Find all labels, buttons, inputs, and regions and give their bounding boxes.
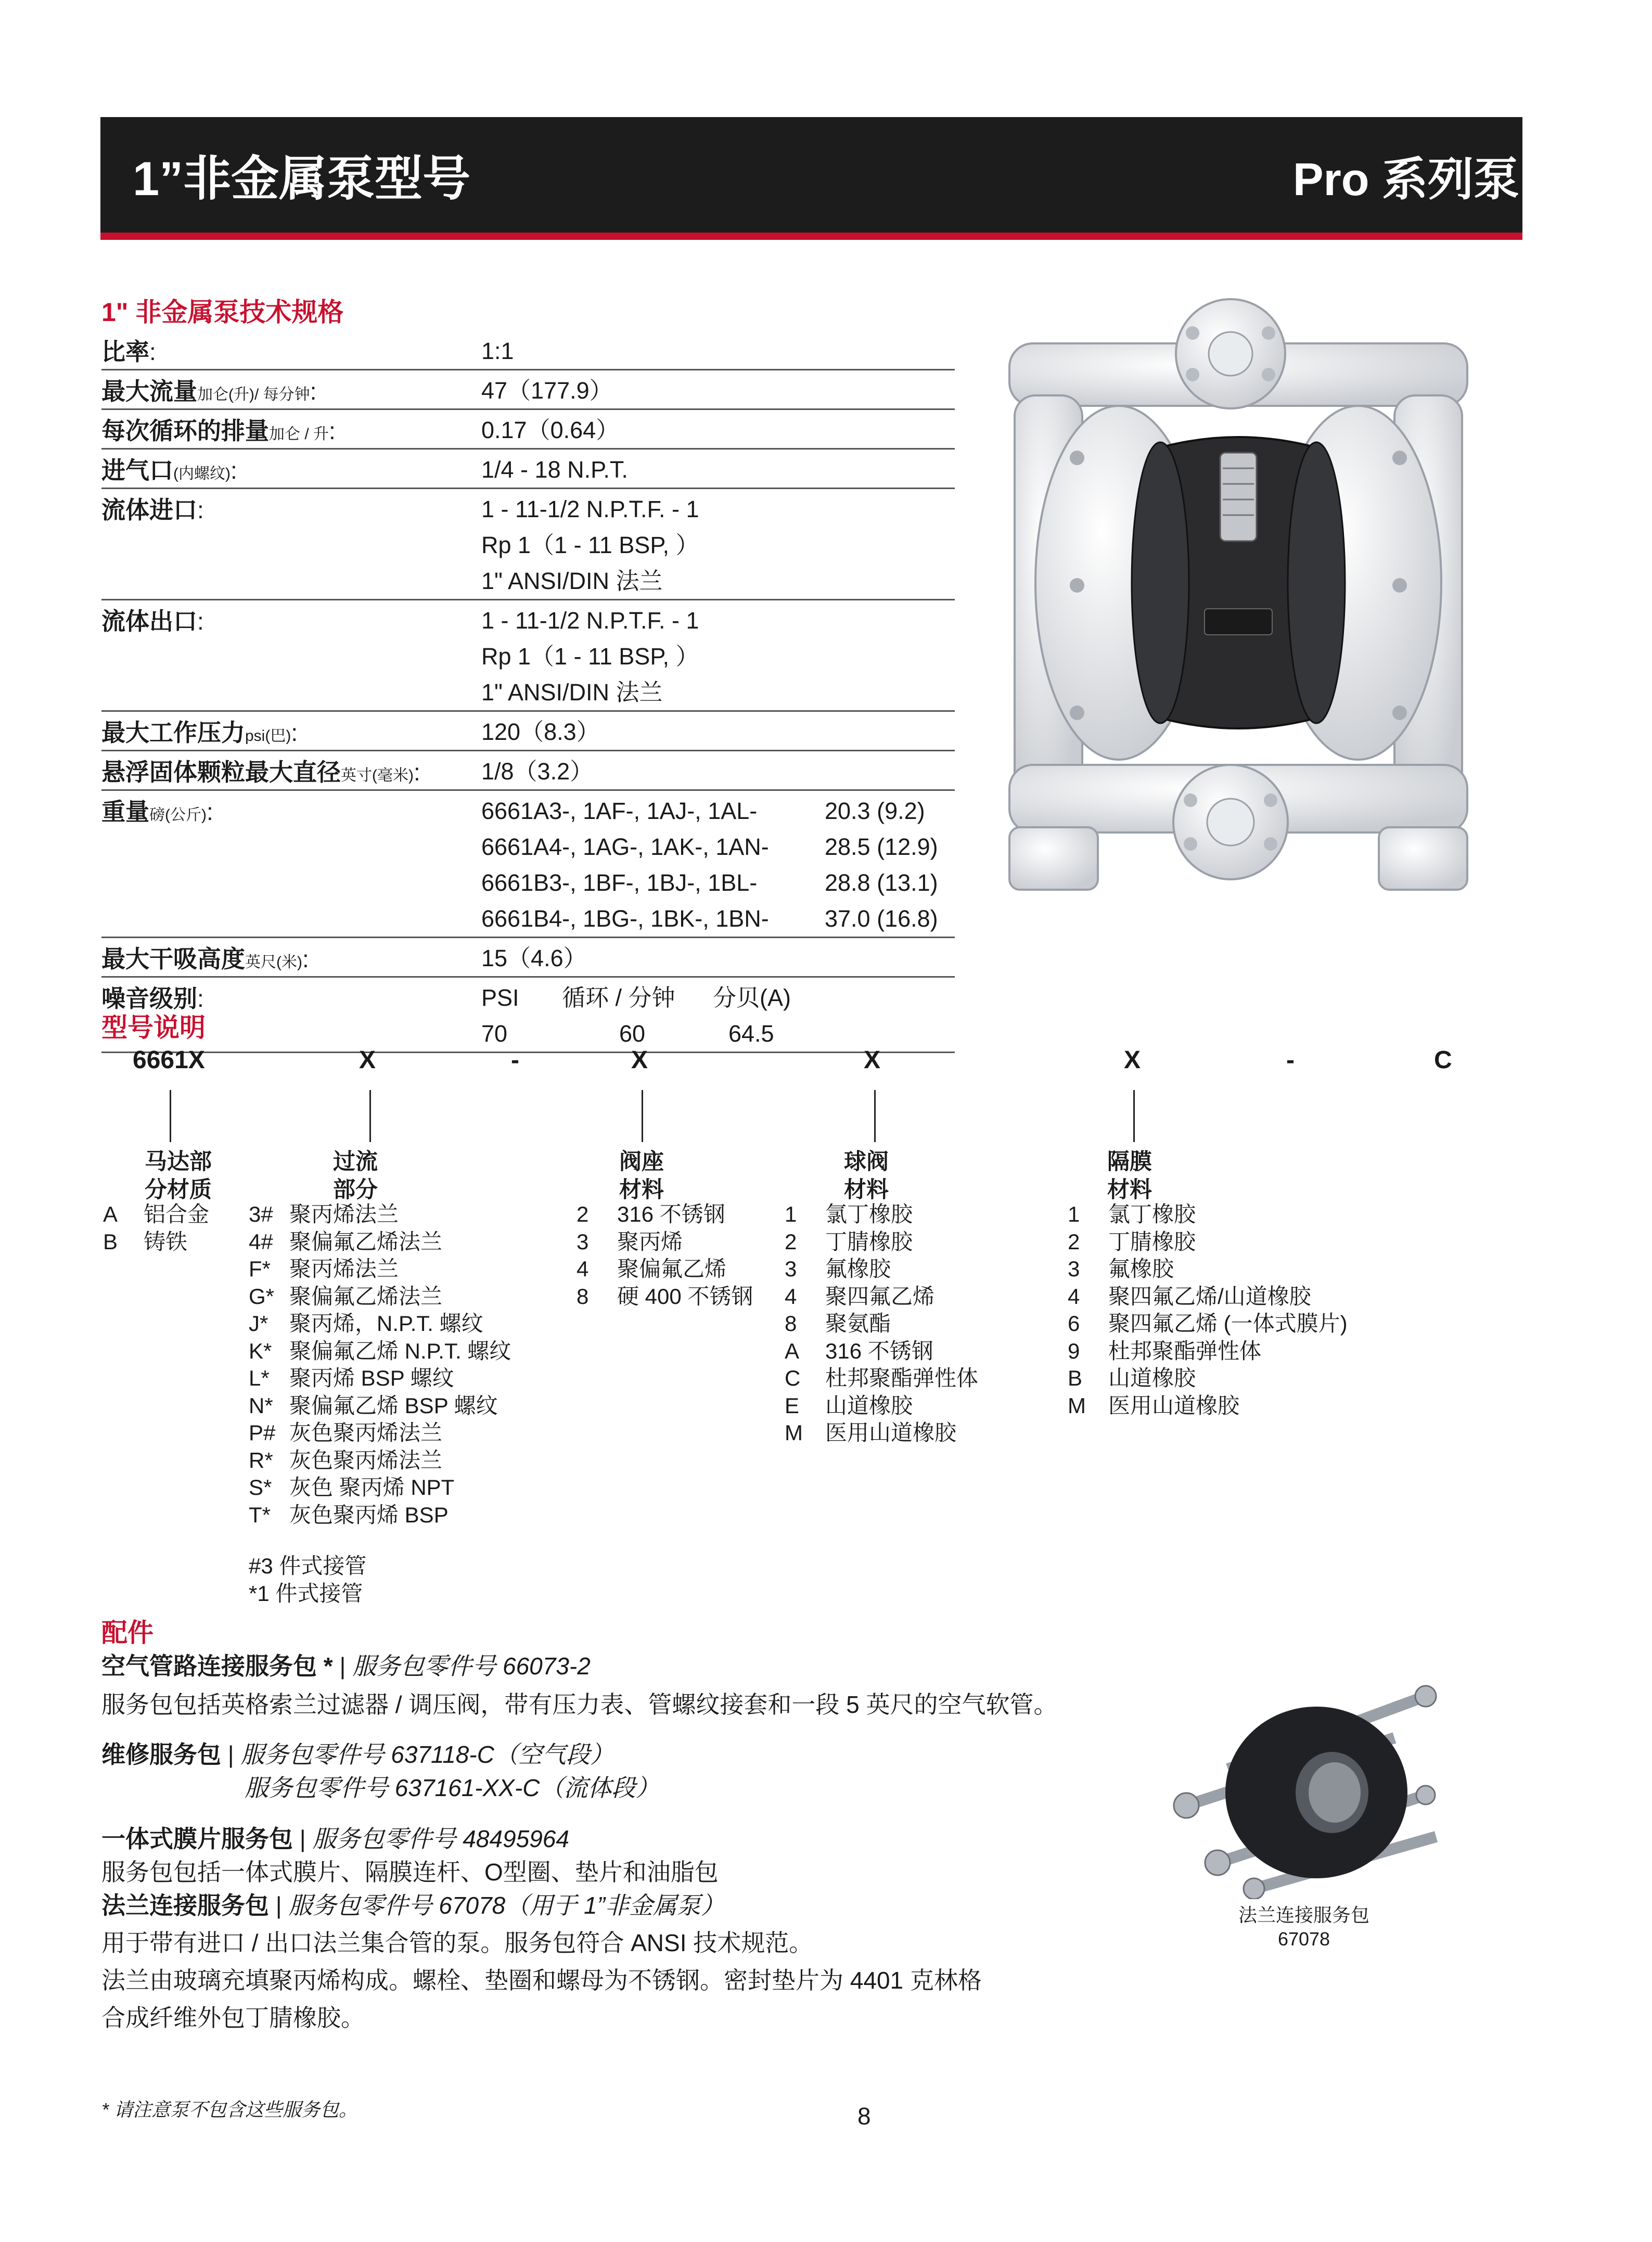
- spec-label: 每次循环的排量: [101, 417, 269, 444]
- option-row: 2 丁腈橡胶: [1068, 1229, 1196, 1254]
- weight-value: 20.3 (9.2): [825, 798, 925, 824]
- spec-label-colon: :: [197, 608, 204, 635]
- option-row: T* 灰色聚丙烯 BSP: [249, 1502, 449, 1527]
- option-row: 3 氟橡胶: [1068, 1257, 1174, 1281]
- heading-ball: 球阀 材料: [844, 1149, 889, 1202]
- weight-value: 28.8 (13.1): [825, 869, 938, 896]
- repair-kit-title: 维修服务包: [101, 1741, 221, 1768]
- air-kit: [101, 1649, 1057, 1721]
- spec-row-ratio: [101, 331, 955, 370]
- spec-label: 流体进口: [101, 496, 197, 523]
- diaphragm-kit-desc: 服务包包括一体式膜片、隔膜连杆、O型圈、垫片和油脂包: [101, 1859, 719, 1886]
- option-row: 4 聚四氟乙烯/山道橡胶: [1068, 1284, 1311, 1309]
- option-row: M 医用山道橡胶: [1068, 1393, 1240, 1418]
- spec-label-colon: :: [413, 759, 420, 786]
- code-motor: 6661X: [133, 1046, 205, 1074]
- repair-kit-sep: |: [221, 1741, 241, 1768]
- code-ball: X: [864, 1046, 881, 1074]
- option-row: 3# 聚丙烯法兰: [249, 1202, 399, 1226]
- spec-label: 进气口: [101, 457, 173, 484]
- option-row: 4 聚偏氟乙烯: [577, 1257, 727, 1281]
- option-row: 8 聚氨酯: [785, 1311, 891, 1336]
- noise-value-cycles: 60: [619, 1020, 646, 1047]
- spec-label-colon: :: [197, 496, 204, 523]
- air-kit-desc: 服务包包括英格索兰过滤器 / 调压阀，带有压力表、管螺纹接套和一段 5 英尺的空气软管。: [101, 1691, 1058, 1718]
- option-row: B 铸铁: [103, 1229, 188, 1254]
- spec-row-dry-lift: [101, 938, 955, 978]
- spec-table: [101, 331, 955, 1053]
- spec-label-colon: :: [302, 945, 309, 972]
- option-row: B 山道橡胶: [1068, 1366, 1196, 1390]
- spec-label-unit: 磅(公斤): [149, 806, 207, 824]
- flange-kit-desc: 法兰由玻璃充填聚丙烯构成。螺栓、垫圈和螺母为不锈钢。密封垫片为 4401 克林格: [101, 1967, 982, 1994]
- option-row: 4 聚四氟乙烯: [785, 1284, 935, 1309]
- weight-model: 6661B4-, 1BG-, 1BK-, 1BN-: [481, 905, 769, 932]
- option-row: J* 聚丙烯，N.P.T. 螺纹: [249, 1311, 483, 1336]
- spec-value: 1:1: [481, 338, 514, 364]
- page-number: 8: [857, 2103, 871, 2130]
- option-row: K* 聚偏氟乙烯 N.P.T. 螺纹: [249, 1338, 511, 1363]
- diaphragm-kit-title: 一体式膜片服务包: [101, 1825, 293, 1852]
- diaphragm-kit-sep: |: [293, 1825, 313, 1852]
- spec-label: 悬浮固体颗粒最大直径: [101, 759, 341, 786]
- option-row: A 316 不锈钢: [785, 1338, 933, 1363]
- spec-label-colon: :: [230, 457, 237, 484]
- spec-label: 比率: [101, 338, 149, 365]
- air-kit-part: 服务包零件号 66073-2: [352, 1652, 591, 1680]
- spec-value: Rp 1（1 - 11 BSP, ）: [481, 643, 699, 670]
- noise-value-db: 64.5: [728, 1020, 774, 1047]
- spec-value: 1" ANSI/DIN 法兰: [481, 568, 663, 594]
- spec-label: 流体出口: [101, 608, 197, 635]
- series-title: Pro 系列泵: [1292, 153, 1519, 205]
- seat-options: [577, 1201, 753, 1310]
- repair-kit-part-air: 服务包零件号 637118-C（空气段）: [240, 1741, 614, 1768]
- spec-value: Rp 1（1 - 11 BSP, ）: [481, 532, 699, 558]
- spec-value: 15（4.6）: [481, 945, 587, 971]
- option-row: 2 丁腈橡胶: [785, 1229, 913, 1254]
- option-row: S* 灰色 聚丙烯 NPT: [249, 1475, 455, 1500]
- spec-row-fluid-outlet: [101, 600, 955, 712]
- code-wetted: X: [359, 1046, 376, 1074]
- option-row: R* 灰色聚丙烯法兰: [249, 1447, 443, 1472]
- noise-header-db: 分贝(A): [713, 984, 791, 1011]
- spec-row-displacement: [101, 410, 955, 450]
- spec-row-weight: [101, 791, 955, 938]
- noise-header-cycles: 循环 / 分钟: [562, 984, 675, 1011]
- flange-kit-desc: 用于带有进口 / 出口法兰集合管的泵。服务包符合 ANSI 技术规范。: [101, 1929, 813, 1956]
- spec-value: 1/8（3.2）: [481, 758, 594, 785]
- code-dash: -: [511, 1046, 519, 1074]
- spec-row-fluid-inlet: [101, 489, 955, 600]
- spec-row-max-solids: [101, 751, 955, 791]
- heading-diaphragm: 隔膜 材料: [1107, 1149, 1152, 1202]
- footnote: * 请注意泵不包含这些服务包。: [101, 2099, 358, 2120]
- spec-label-colon: :: [329, 417, 336, 444]
- spec-label: 最大工作压力: [101, 719, 245, 746]
- motor-options: [103, 1201, 209, 1255]
- spec-value: 47（177.9）: [481, 377, 613, 404]
- spec-value: 1 - 11-1/2 N.P.T.F. - 1: [481, 607, 699, 634]
- weight-value: 28.5 (12.9): [825, 834, 938, 860]
- option-row: 6 聚四氟乙烯 (一体式膜片): [1068, 1311, 1348, 1336]
- option-row: 2 316 不锈钢: [577, 1202, 725, 1226]
- spec-label-colon: :: [206, 798, 213, 825]
- spec-label: 噪音级别: [101, 985, 197, 1012]
- heading-motor: 马达部 分材质: [145, 1149, 212, 1202]
- option-row: 3 氟橡胶: [785, 1257, 891, 1281]
- wetted-options: [249, 1201, 511, 1529]
- spec-row-noise: [101, 978, 955, 1053]
- code-dash: -: [1286, 1046, 1295, 1074]
- accessories-section-title: 配件: [101, 1618, 153, 1647]
- flange-kit-desc: 合成纤维外包丁腈橡胶。: [101, 2004, 365, 2031]
- spec-value: 1" ANSI/DIN 法兰: [481, 679, 663, 706]
- option-row: F* 聚丙烯法兰: [249, 1257, 399, 1281]
- option-row: E 山道橡胶: [785, 1393, 913, 1418]
- diaphragm-kit: [101, 1822, 982, 2034]
- spec-value: 1/4 - 18 N.P.T.: [481, 456, 628, 483]
- connector-line: [874, 1090, 876, 1142]
- flange-kit-caption: 法兰连接服务包 67078: [1238, 1904, 1370, 1950]
- spec-label-unit: 加仑 / 升: [269, 426, 329, 443]
- spec-label: 重量: [101, 798, 149, 825]
- flange-kit-sep: |: [269, 1892, 289, 1919]
- spec-label-unit: psi(巴): [245, 727, 291, 745]
- option-row: 8 硬 400 不锈钢: [577, 1284, 753, 1309]
- spec-label-colon: :: [197, 985, 204, 1012]
- spec-label-unit: (内螺纹): [173, 465, 230, 482]
- connector-line: [642, 1090, 643, 1142]
- flange-kit-title: 法兰连接服务包: [101, 1892, 269, 1919]
- code-seat: X: [631, 1046, 648, 1074]
- spec-label-unit: 加仑(升)/ 每分钟: [197, 386, 310, 403]
- option-row: 4# 聚偏氟乙烯法兰: [249, 1229, 443, 1254]
- header-accent-stripe: [100, 233, 1522, 240]
- option-row: 9 杜邦聚酯弹性体: [1068, 1338, 1262, 1363]
- flange-kit-image: [1166, 1681, 1446, 1899]
- heading-seat: 阀座 材料: [619, 1149, 664, 1202]
- option-row: 1 氯丁橡胶: [1068, 1202, 1196, 1226]
- repair-kit: [101, 1738, 660, 1804]
- wetted-notes: #3 件式接管 *1 件式接管: [249, 1554, 367, 1606]
- air-kit-title: 空气管路连接服务包 *: [101, 1652, 333, 1680]
- code-suffix: C: [1434, 1046, 1452, 1074]
- spec-value: 120（8.3）: [481, 719, 600, 745]
- option-row: N* 聚偏氟乙烯 BSP 螺纹: [249, 1393, 498, 1418]
- spec-value: 0.17（0.64）: [481, 417, 620, 443]
- spec-row-max-pressure: [101, 712, 955, 751]
- connector-line: [1133, 1090, 1135, 1142]
- option-row: P# 灰色聚丙烯法兰: [249, 1420, 443, 1445]
- option-row: C 杜邦聚酯弹性体: [785, 1366, 979, 1390]
- noise-header-psi: PSI: [481, 984, 519, 1011]
- option-row: 3 聚丙烯: [577, 1229, 683, 1254]
- heading-wetted: 过流 部分: [333, 1149, 378, 1202]
- spec-row-air-inlet: [101, 450, 955, 489]
- spec-label: 最大流量: [101, 378, 197, 405]
- weight-model: 6661B3-, 1BF-, 1BJ-, 1BL-: [481, 869, 758, 896]
- spec-row-max-flow: [101, 370, 955, 410]
- spec-label-unit: 英尺(米): [245, 954, 302, 971]
- repair-kit-part-fluid: 服务包零件号 637161-XX-C（流体段）: [245, 1774, 660, 1801]
- spec-label-colon: :: [310, 378, 317, 405]
- diaphragm-kit-part: 服务包零件号 48495964: [312, 1825, 569, 1852]
- spec-value: 1 - 11-1/2 N.P.T.F. - 1: [481, 496, 699, 522]
- spec-label-colon: :: [149, 338, 156, 365]
- connector-line: [170, 1090, 171, 1142]
- noise-value-psi: 70: [481, 1020, 508, 1047]
- option-row: 1 氯丁橡胶: [785, 1202, 913, 1226]
- diaphragm-options: [1068, 1201, 1348, 1419]
- air-kit-sep: |: [332, 1652, 353, 1680]
- ball-options: [785, 1201, 978, 1447]
- flange-kit-part: 服务包零件号 67078（用于 1”非金属泵）: [288, 1892, 725, 1919]
- spec-label-colon: :: [291, 719, 298, 746]
- spec-label: 最大干吸高度: [101, 945, 245, 972]
- weight-value: 37.0 (16.8): [825, 905, 938, 932]
- model-section-title: 型号说明: [101, 1013, 206, 1042]
- option-row: A 铝合金: [103, 1202, 210, 1226]
- spec-label-unit: 英寸(毫米): [341, 767, 414, 784]
- spec-section-title: 1" 非金属泵技术规格: [101, 298, 344, 327]
- connector-line: [369, 1090, 371, 1142]
- page-title: 1”非金属泵型号: [133, 152, 471, 206]
- weight-model: 6661A4-, 1AG-, 1AK-, 1AN-: [481, 834, 769, 860]
- code-diaphragm: X: [1124, 1046, 1141, 1074]
- option-row: L* 聚丙烯 BSP 螺纹: [249, 1366, 454, 1390]
- pump-image: [999, 297, 1483, 900]
- weight-model: 6661A3-, 1AF-, 1AJ-, 1AL-: [481, 798, 758, 824]
- option-row: G* 聚偏氟乙烯法兰: [249, 1284, 443, 1309]
- option-row: M 医用山道橡胶: [785, 1420, 957, 1445]
